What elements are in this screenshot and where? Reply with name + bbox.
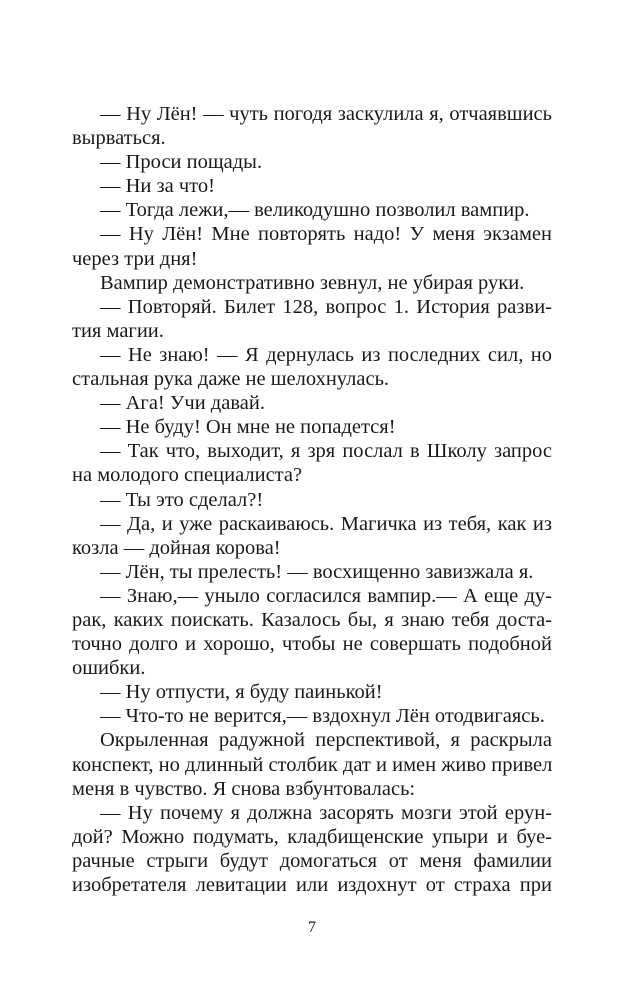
text-line: тия магии. — [72, 319, 164, 342]
text-line: изобретателя левитации или издохнут от страха при — [72, 874, 552, 896]
text-line: — Ни за что! — [100, 175, 215, 198]
text-line: — Лён, ты прелесть! — восхищенно завизжала я. — [100, 560, 534, 583]
text-line: Окрыленная радужной перспективой, я раскрыла — [100, 729, 552, 752]
text-line: — Ага! Учи давай. — [100, 392, 265, 415]
text-line: — Не буду! Он мне не попадется! — [100, 416, 396, 439]
text-line: точно долго и хорошо, чтобы не совершать подобной — [72, 633, 552, 656]
text-line: — Ну отпусти, я буду паинькой! — [100, 681, 383, 704]
text-line: — Да, и уже раскаиваюсь. Магичка из тебя, как из — [100, 512, 552, 535]
text-line: — Знаю,— уныло согласился вампир.— А еще ду- — [100, 584, 552, 607]
text-line: — Ну Лён! Мне повторять надо! У меня экзамен — [100, 223, 552, 246]
text-line: стальная рука даже не шелохнулась. — [72, 368, 390, 391]
text-line: Вампир демонстративно зевнул, не убирая руки. — [100, 271, 525, 294]
text-line: — Повторяй. Билет 128, вопрос 1. История разви- — [100, 295, 552, 318]
text-line: конспект, но длинный столбик дат и имен живо привел — [72, 753, 552, 776]
text-line: меня в чувство. Я снова взбунтовалась: — [72, 777, 416, 800]
text-line: — Ну почему я должна засорять мозги этой ерун- — [100, 801, 552, 824]
text-line: — Ты это сделал?! — [100, 488, 264, 511]
text-line: — Тогда лежи,— великодушно позволил вампир. — [100, 199, 530, 222]
text-line: — Не знаю! — Я дернулась из последних сил, но — [100, 343, 552, 366]
text-line: — Так что, выходит, я зря послал в Школу запрос — [100, 440, 552, 463]
text-line: рак, каких поискать. Казалось бы, я знаю тебя доста- — [72, 608, 552, 631]
text-line: рачные стрыги будут домогаться от меня фамилии — [72, 849, 552, 872]
text-line: козла — дойная корова! — [72, 536, 281, 559]
text-line: через три дня! — [72, 247, 198, 270]
text-line: дой? Можно подумать, кладбищенские упыри и буе- — [72, 825, 552, 848]
text-line: — Ну Лён! — чуть погодя заскулила я, отчаявшись — [100, 103, 552, 125]
text-line: вырваться. — [72, 127, 166, 150]
text-line: — Проси пощады. — [100, 151, 263, 174]
body-text — [72, 102, 552, 897]
text-line: — Что-то не верится,— вздохнул Лён отодвигаясь. — [100, 705, 545, 728]
text-line: на молодого специалиста? — [72, 464, 303, 487]
page-number: 7 — [308, 919, 316, 936]
text-line: ошибки. — [72, 657, 146, 680]
